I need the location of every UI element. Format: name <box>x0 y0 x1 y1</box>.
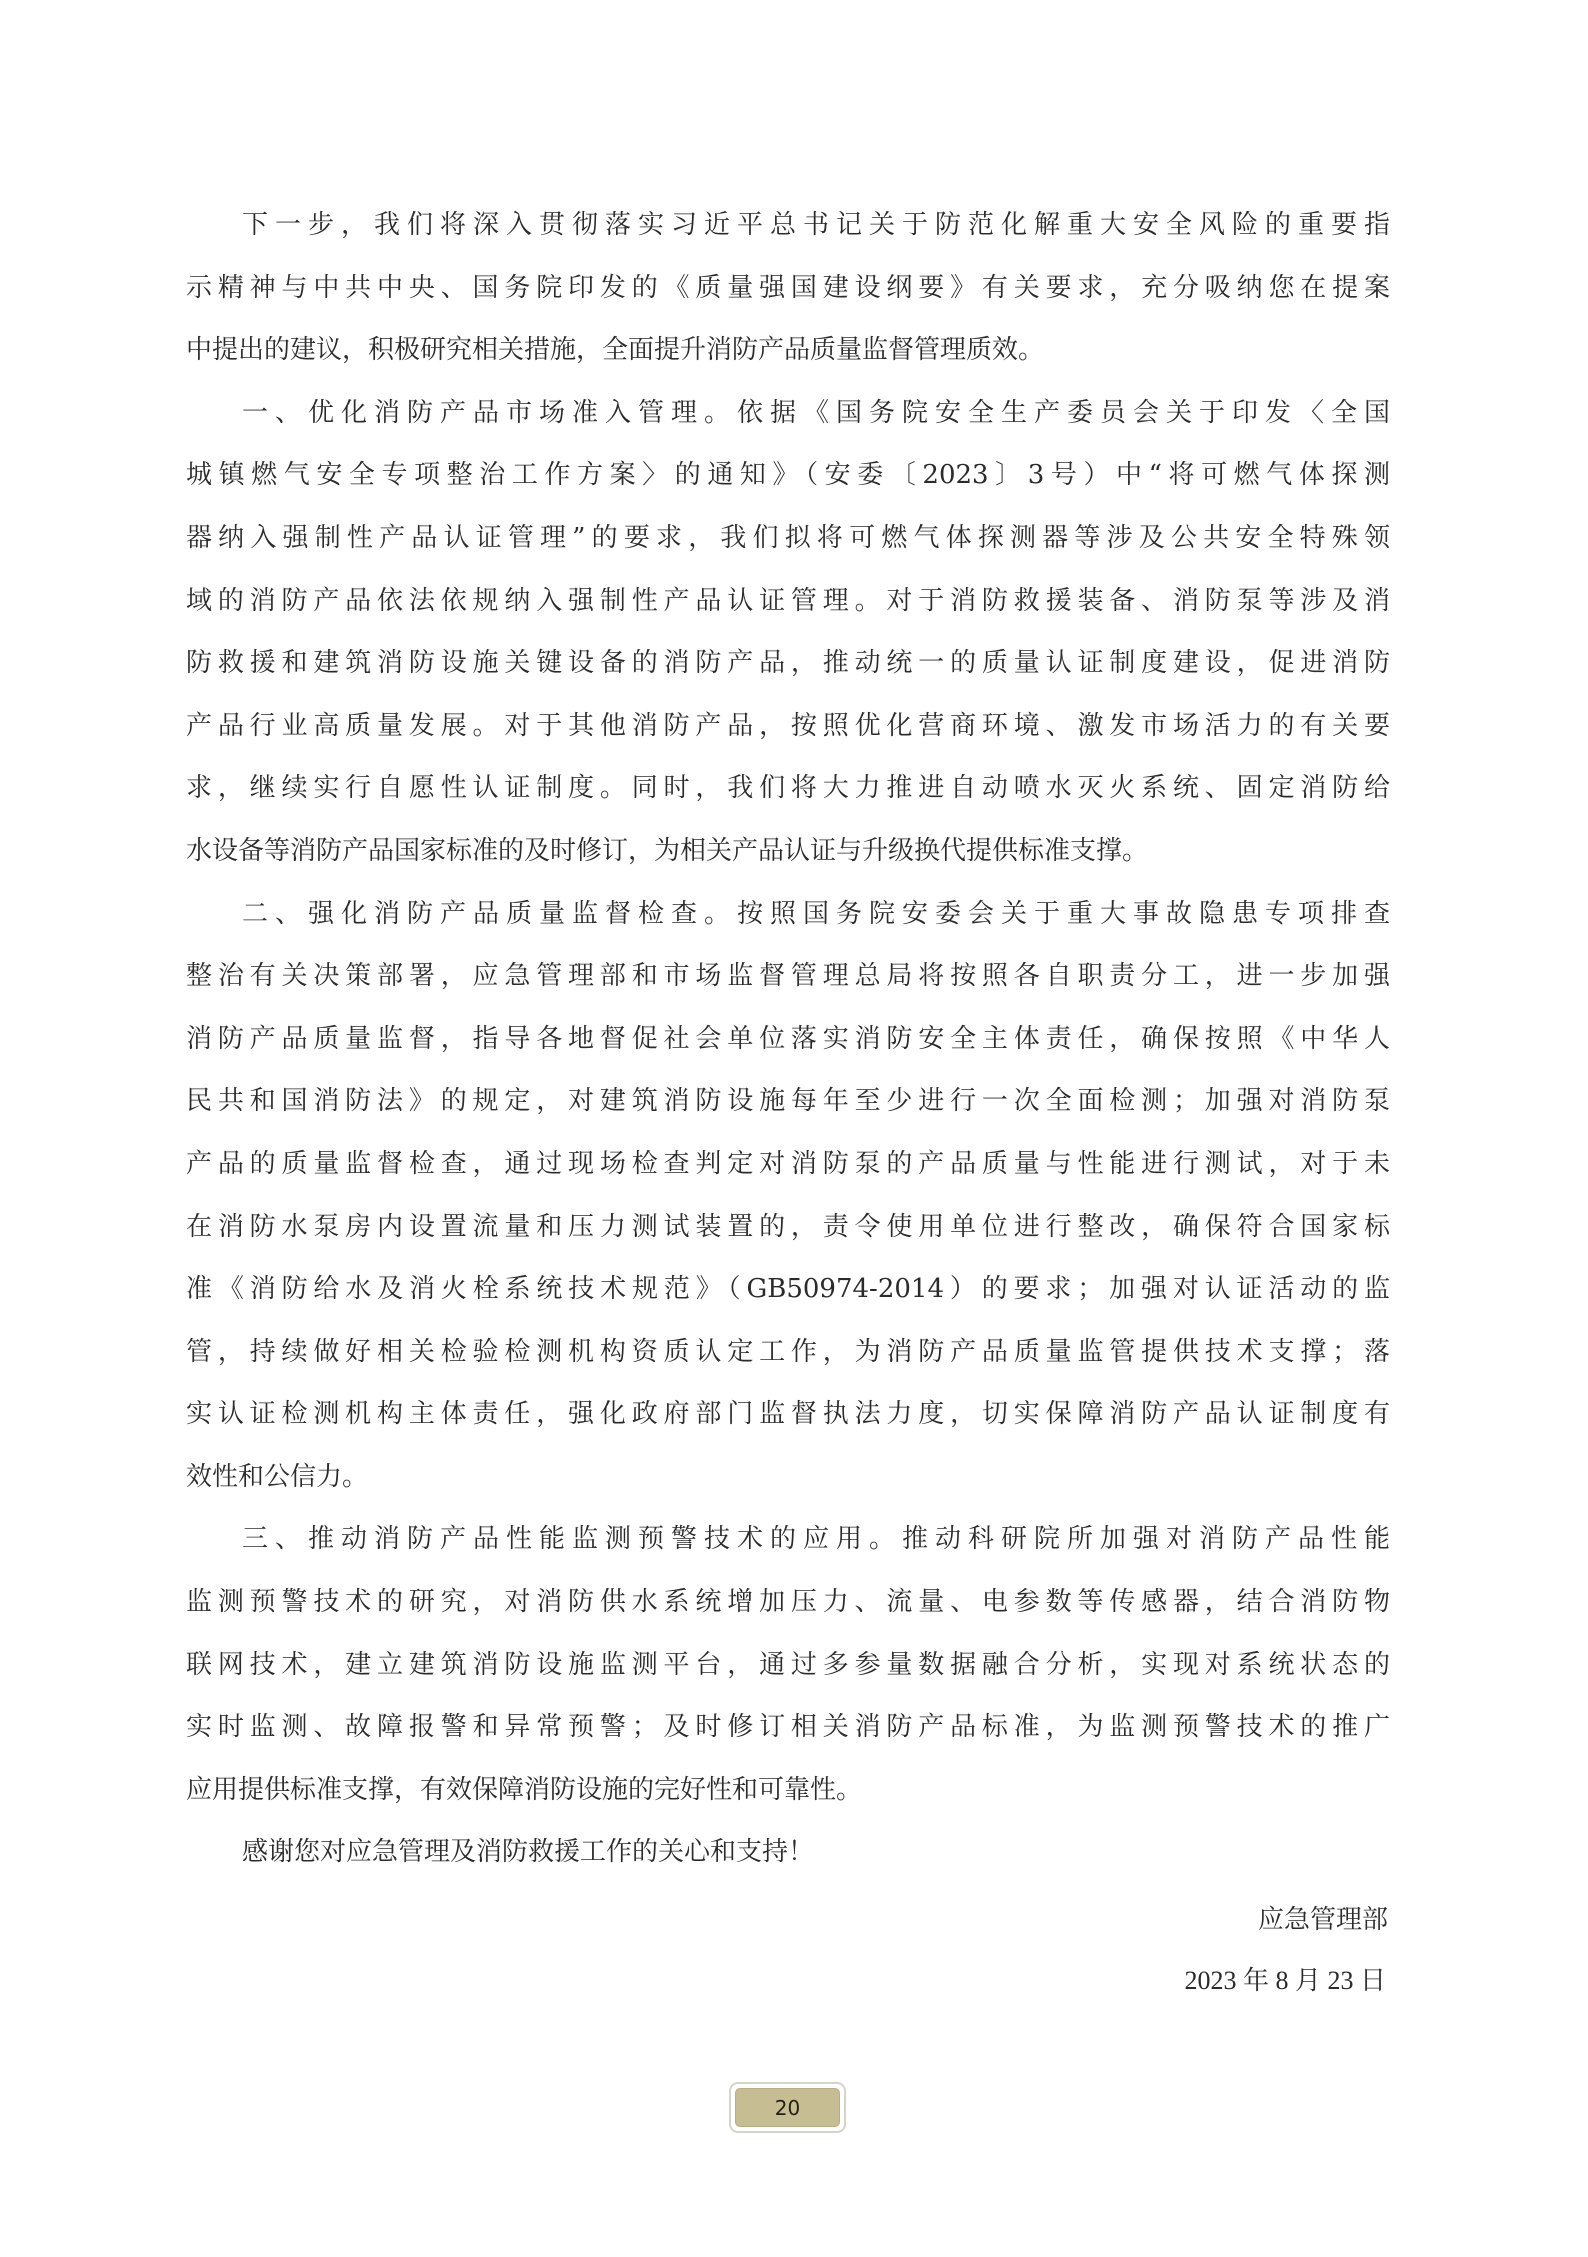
page-number-badge-fill <box>735 2088 840 2127</box>
text-line: 消防产品质量监督，指导各地督促社会单位落实消防安全主体责任，确保按照《中华人 <box>186 1023 1390 1054</box>
text-line: 求，继续实行自愿性认证制度。同时，我们将大力推进自动喷水灭火系统、固定消防给 <box>186 773 1390 804</box>
text-line: 域的消防产品依法依规纳入强制性产品认证管理。对于消防救援装备、消防泵等涉及消 <box>186 585 1390 616</box>
closing-line: 感谢您对应急管理及消防救援工作的关心和支持！ <box>242 1837 815 1868</box>
text-line: 民共和国消防法》的规定，对建筑消防设施每年至少进行一次全面检测；加强对消防泵 <box>186 1086 1390 1117</box>
page-number: 20 <box>774 2095 801 2120</box>
text-line: 实时监测、故障报警和异常预警；及时修订相关消防产品标准，为监测预警技术的推广 <box>186 1712 1390 1743</box>
text-line: 中提出的建议，积极研究相关措施，全面提升消防产品质量监督管理质效。 <box>186 335 1045 366</box>
text-line: 管，持续做好相关检验检测机构资质认定工作，为消防产品质量监管提供技术支撑；落 <box>186 1336 1390 1367</box>
paragraph-section-3 <box>186 1508 1390 1821</box>
page-number-badge <box>729 2082 846 2133</box>
text-line: 在消防水泵房内设置流量和压力测试装置的，责令使用单位进行整改，确保符合国家标 <box>186 1211 1390 1242</box>
paragraph-section-1 <box>186 382 1390 883</box>
text-line: 示精神与中共中央、国务院印发的《质量强国建设纲要》有关要求，充分吸纳您在提案 <box>186 272 1390 303</box>
text-line: 器纳入强制性产品认证管理”的要求，我们拟将可燃气体探测器等涉及公共安全特殊领 <box>186 522 1390 553</box>
signature-date: 2023 年 8 月 23 日 <box>1184 1966 1386 1995</box>
text-line: 城镇燃气安全专项整治工作方案〉的通知》（安委〔2023〕3号）中“将可燃气体探测 <box>186 460 1390 491</box>
text-line: 整治有关决策部署，应急管理部和市场监督管理总局将按照各自职责分工，进一步加强 <box>186 961 1390 992</box>
text-line: 准《消防给水及消火栓系统技术规范》（GB50974-2014）的要求；加强对认证活动的监 <box>186 1274 1390 1305</box>
text-line: 应用提供标准支撑，有效保障消防设施的完好性和可靠性。 <box>186 1774 863 1805</box>
letter-body <box>186 194 1390 1884</box>
text-line: 下一步，我们将深入贯彻落实习近平总书记关于防范化解重大安全风险的重要指 <box>242 210 1390 240</box>
signature-organization: 应急管理部 <box>1257 1905 1388 1935</box>
section-heading-line: 二、强化消防产品质量监督检查。按照国务院安委会关于重大事故隐患专项排查 <box>242 898 1390 929</box>
text-line: 防救援和建筑消防设施关键设备的消防产品，推动统一的质量认证制度建设，促进消防 <box>186 648 1390 679</box>
paragraph-closing <box>186 1821 1390 1884</box>
text-line: 监测预警技术的研究，对消防供水系统增加压力、流量、电参数等传感器，结合消防物 <box>186 1587 1390 1618</box>
text-line: 产品行业高质量发展。对于其他消防产品，按照优化营商环境、激发市场活力的有关要 <box>186 710 1390 741</box>
text-line: 水设备等消防产品国家标准的及时修订，为相关产品认证与升级换代提供标准支撑。 <box>186 835 1149 866</box>
text-line: 产品的质量监督检查，通过现场检查判定对消防泵的产品质量与性能进行测试，对于未 <box>186 1148 1390 1179</box>
paragraph-intro <box>186 194 1390 382</box>
section-heading-line: 一、优化消防产品市场准入管理。依据《国务院安全生产委员会关于印发〈全国 <box>242 397 1390 428</box>
paragraph-section-2 <box>186 883 1390 1509</box>
text-line: 联网技术，建立建筑消防设施监测平台，通过多参量数据融合分析，实现对系统状态的 <box>186 1649 1390 1680</box>
text-line: 实认证检测机构主体责任，强化政府部门监督执法力度，切实保障消防产品认证制度有 <box>186 1399 1390 1430</box>
section-heading-line: 三、推动消防产品性能监测预警技术的应用。推动科研院所加强对消防产品性能 <box>242 1524 1390 1555</box>
text-line: 效性和公信力。 <box>186 1461 369 1492</box>
